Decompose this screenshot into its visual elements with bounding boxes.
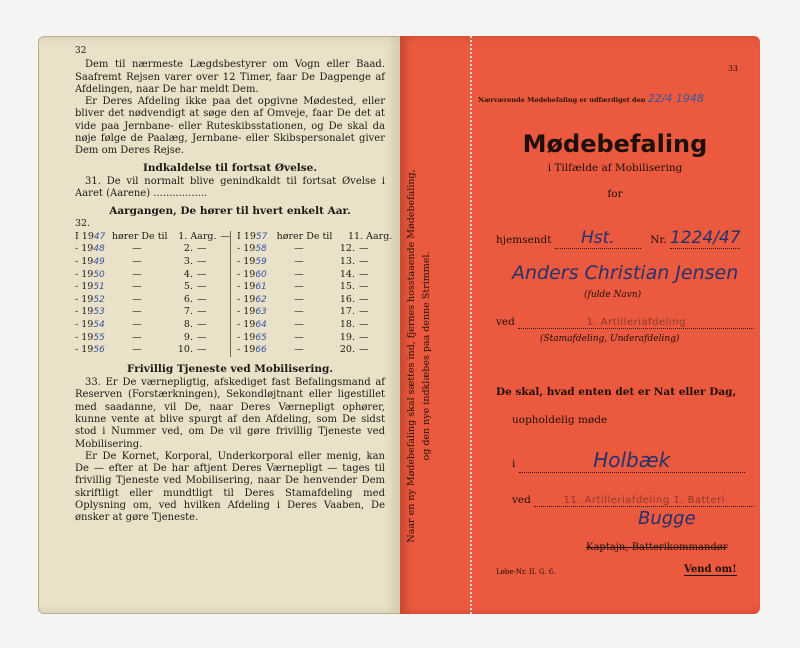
strip-line-2: og den nye indklæbes paa denne Strimmel. <box>421 251 432 461</box>
year-dash: — <box>359 281 369 293</box>
commander-signature: Bugge <box>638 508 696 529</box>
year-handwritten: 60 <box>255 269 267 280</box>
year-cell <box>75 256 115 269</box>
hjemsendt-field <box>496 228 740 249</box>
strip-line-1: Naar en ny Mødebefaling skal sættes ind, fjernes hosstaaende Mødebefaling, <box>406 169 417 543</box>
year-prefix: - 19 <box>237 306 256 318</box>
year-class-number: 4. <box>183 268 193 280</box>
issued-date-value: 22/4 1948 <box>647 92 704 105</box>
year-label: — <box>294 243 304 255</box>
year-handwritten: 63 <box>255 307 267 318</box>
year-row <box>237 256 392 269</box>
perforation-line <box>470 36 472 614</box>
year-cell <box>237 306 277 319</box>
year-class-number: 10. <box>177 344 193 356</box>
year-row <box>237 243 392 256</box>
left-page <box>38 36 402 614</box>
year-dash: — <box>197 293 207 305</box>
year-column-right <box>230 231 392 357</box>
year-cell <box>75 319 115 332</box>
year-prefix: - 19 <box>75 306 94 318</box>
unit-caption: (Stamafdeling, Underafdeling) <box>540 334 680 344</box>
year-row <box>75 306 230 319</box>
year-dash: — <box>197 281 207 293</box>
year-row <box>75 319 230 332</box>
year-row <box>75 332 230 345</box>
year-prefix: - 19 <box>237 256 256 268</box>
year-prefix: - 19 <box>237 319 256 331</box>
year-handwritten: 56 <box>93 345 105 356</box>
year-prefix: I 19 <box>75 230 94 242</box>
year-class-number: 1. Aarg. <box>178 230 217 242</box>
year-prefix: - 19 <box>237 268 256 280</box>
year-prefix: - 19 <box>75 293 94 305</box>
year-cell <box>75 243 115 256</box>
year-prefix: - 19 <box>75 319 94 331</box>
turn-over-note: Vend om! <box>684 564 737 575</box>
year-label: — <box>132 344 142 356</box>
year-row <box>75 269 230 282</box>
year-row <box>75 344 230 357</box>
year-handwritten: 53 <box>93 307 105 318</box>
order-subtitle: i Tilfælde af Mobilisering <box>547 162 683 174</box>
paragraph-route: Er Deres Afdeling ikke paa det opgivne Mødested, eller bliver det nødvendigt at søge den af Omveje, faar De det at vide paa Jernbane- eller Ruteskibsstationen, og De skal da nøje følge de Paalæg, Jernbane- eller Skibspersonalet giver Dem om Deres Rejse. <box>75 96 385 157</box>
year-dash: — <box>359 293 369 305</box>
heading-year-class: Aargangen, De hører til hvert enkelt Aar. <box>109 204 351 217</box>
year-row <box>75 231 230 244</box>
year-prefix: - 19 <box>237 331 256 343</box>
year-dash: — <box>359 319 369 331</box>
year-cell <box>237 281 277 294</box>
year-class-number: 15. <box>339 281 355 293</box>
year-dash: — <box>359 243 369 255</box>
year-cell <box>237 256 277 269</box>
year-label: — <box>294 331 304 343</box>
year-label: — <box>294 319 304 331</box>
issued-date-line <box>478 92 704 105</box>
heading-continued-exercise: Indkaldelse til fortsat Øvelse. <box>143 161 317 174</box>
year-cell <box>237 332 277 345</box>
year-label: — <box>294 293 304 305</box>
place-field <box>512 448 745 473</box>
year-row <box>75 256 230 269</box>
place-value: Holbæk <box>593 448 671 472</box>
name-value: Anders Christian Jensen <box>512 262 739 284</box>
year-label: — <box>132 243 142 255</box>
year-dash: — <box>359 306 369 318</box>
year-label: hører De til <box>111 230 168 242</box>
year-handwritten: 54 <box>93 320 105 331</box>
issued-date-label: Nærværende Mødebefaling er udfærdiget den <box>478 96 646 104</box>
unit2-field <box>512 494 754 507</box>
year-row <box>237 332 392 345</box>
year-cell <box>237 243 277 256</box>
unit2-stamp: 11. Artilleriafdeling 1. Batteri <box>563 495 725 506</box>
year-label: hører De til <box>276 230 333 242</box>
paragraph-31: 31. De vil normalt blive genindkaldt til fortsat Øvelse i Aaret (Aarene) ................. <box>75 175 385 200</box>
unit2-ved-label: ved <box>512 494 531 506</box>
year-label: — <box>132 256 142 268</box>
year-prefix: - 19 <box>237 293 256 305</box>
year-class-number: 6. <box>183 293 193 305</box>
year-class-number: 7. <box>183 306 193 318</box>
year-prefix: - 19 <box>75 243 94 255</box>
name-field <box>512 262 738 284</box>
year-handwritten: 58 <box>255 244 267 255</box>
year-prefix: - 19 <box>75 268 94 280</box>
year-dash: — <box>359 331 369 343</box>
order-title: Mødebefaling <box>522 130 708 158</box>
year-class-number: 12. <box>339 243 355 255</box>
year-label: — <box>132 268 142 280</box>
name-caption: (fulde Navn) <box>584 290 642 300</box>
year-class-number: 5. <box>183 281 193 293</box>
year-label: — <box>132 293 142 305</box>
year-handwritten: 49 <box>93 257 105 268</box>
year-handwritten: 51 <box>93 282 105 293</box>
for-label: for <box>607 188 623 200</box>
year-handwritten: 48 <box>93 244 105 255</box>
year-cell <box>237 231 277 244</box>
year-cell <box>75 269 115 282</box>
year-cell <box>75 332 115 345</box>
heading-voluntary-service: Frivillig Tjeneste ved Mobilisering. <box>126 362 333 375</box>
year-row <box>237 319 392 332</box>
year-cell <box>237 269 277 282</box>
paragraph-corporal: Er De Kornet, Korporal, Underkorporal eller menig, kan De — efter at De har aftjent Deres Værnepligt — tages til frivillig Tjeneste ved Mobilisering, naar De henvender Dem skriftligt eller mundtligt til Deres Stamafdeling med Oplysning om, ved hvilken Afdeling i Deres Vaaben, De ønsker at gøre Tjeneste. <box>75 450 385 524</box>
year-class-number: 11. Aarg. <box>348 230 393 242</box>
year-dash: — <box>359 268 369 280</box>
year-label: — <box>294 256 304 268</box>
hjemsendt-label: hjemsendt <box>496 234 552 246</box>
year-label: — <box>132 331 142 343</box>
serial-number: Løbe-Nr. II. G. 6. <box>496 568 556 576</box>
hjemsendt-value: Hst. <box>580 228 615 248</box>
signer-title: Kaptajn, Batterikommandør <box>586 542 728 553</box>
year-cell <box>237 294 277 307</box>
year-class-number: 20. <box>339 344 355 356</box>
year-handwritten: 52 <box>93 294 105 305</box>
year-class-number: 9. <box>183 331 193 343</box>
year-row <box>237 294 392 307</box>
year-dash: — <box>197 331 207 343</box>
left-page-text <box>75 45 393 525</box>
year-dash: — <box>359 256 369 268</box>
year-dash: — <box>197 306 207 318</box>
year-label: — <box>294 344 304 356</box>
year-dash: — <box>359 344 369 356</box>
year-prefix: - 19 <box>75 344 94 356</box>
year-row <box>237 306 392 319</box>
year-handwritten: 66 <box>255 345 267 356</box>
place-i-label: i <box>512 458 516 470</box>
year-row <box>237 281 392 294</box>
uopholdelig-label: uopholdelig møde <box>512 414 608 426</box>
year-class-number: 19. <box>339 331 355 343</box>
year-prefix: - 19 <box>75 256 94 268</box>
nr-label: Nr. <box>650 234 667 246</box>
mobilization-booklet <box>38 36 762 616</box>
year-class-number: 14. <box>339 268 355 280</box>
year-cell <box>237 319 277 332</box>
year-cell <box>75 231 112 244</box>
year-label: — <box>294 268 304 280</box>
year-dash: — <box>197 243 207 255</box>
year-label: — <box>132 319 142 331</box>
year-label: — <box>132 281 142 293</box>
year-class-number: 18. <box>339 319 355 331</box>
year-column-left <box>75 231 230 357</box>
year-class-number: 8. <box>183 319 193 331</box>
instruction-text: De skal, hvad enten det er Nat eller Dag, <box>496 386 737 398</box>
year-row <box>237 344 392 357</box>
year-handwritten: 62 <box>255 294 267 305</box>
year-row <box>237 269 392 282</box>
year-class-number: 3. <box>183 256 193 268</box>
year-class-number: 13. <box>339 256 355 268</box>
year-cell <box>237 344 277 357</box>
unit-ved-label: ved <box>496 316 515 328</box>
year-prefix: - 19 <box>75 331 94 343</box>
year-prefix: - 19 <box>75 281 94 293</box>
year-label: — <box>132 306 142 318</box>
year-handwritten: 57 <box>255 231 268 242</box>
year-class-number: 16. <box>339 293 355 305</box>
right-page-mobilization-order <box>400 36 760 614</box>
year-dash: — <box>220 230 230 242</box>
year-row <box>75 294 230 307</box>
paragraph-travel: Dem til nærmeste Lægdsbestyrer om Vogn eller Baad. Saafremt Rejsen varer over 12 Timer, faar De Dagpenge af Afdelingen, naar De har meldt Dem. <box>75 59 385 95</box>
year-prefix: I 19 <box>237 230 256 242</box>
year-handwritten: 55 <box>93 332 105 343</box>
year-handwritten: 59 <box>255 257 267 268</box>
year-class-number: 17. <box>339 306 355 318</box>
year-dash: — <box>197 256 207 268</box>
year-cell <box>75 344 115 357</box>
year-handwritten: 65 <box>255 332 267 343</box>
strip-instruction <box>404 116 468 596</box>
year-handwritten: 61 <box>255 282 267 293</box>
year-handwritten: 64 <box>255 320 267 331</box>
year-handwritten: 47 <box>93 231 106 242</box>
year-dash: — <box>197 319 207 331</box>
year-handwritten: 50 <box>93 269 105 280</box>
year-row <box>75 243 230 256</box>
unit-field <box>496 316 754 329</box>
year-row <box>75 281 230 294</box>
year-cell <box>75 294 115 307</box>
year-prefix: - 19 <box>237 243 256 255</box>
nr-value: 1224/47 <box>669 228 741 248</box>
year-row <box>237 231 392 244</box>
year-class-table <box>75 230 393 357</box>
year-dash: — <box>197 344 207 356</box>
year-class-number: 2. <box>183 243 193 255</box>
year-label: — <box>294 281 304 293</box>
year-cell <box>75 306 115 319</box>
year-cell <box>75 281 115 294</box>
paragraph-33: 33. Er De værnepligtig, afskediget fast Befalingsmand af Reserven (Forstærkningen), Sekondløjtnant eller ligestillet med saadanne, vil De, naar Deres Værnepligt ophører, kunne vente at blive spurgt af den Afdeling, som De sidst stod i Nummer ved, om De vil gøre frivillig Tjeneste ved Mobilisering. <box>75 377 385 450</box>
unit-stamp: 1. Artilleriafdeling <box>586 317 686 328</box>
year-label: — <box>294 306 304 318</box>
page-number-left: 32 <box>75 46 87 56</box>
year-dash: — <box>197 268 207 280</box>
year-prefix: - 19 <box>237 344 256 356</box>
year-prefix: - 19 <box>237 281 256 293</box>
section-32-label: 32. <box>75 217 91 229</box>
page-number-right: 33 <box>727 64 738 73</box>
